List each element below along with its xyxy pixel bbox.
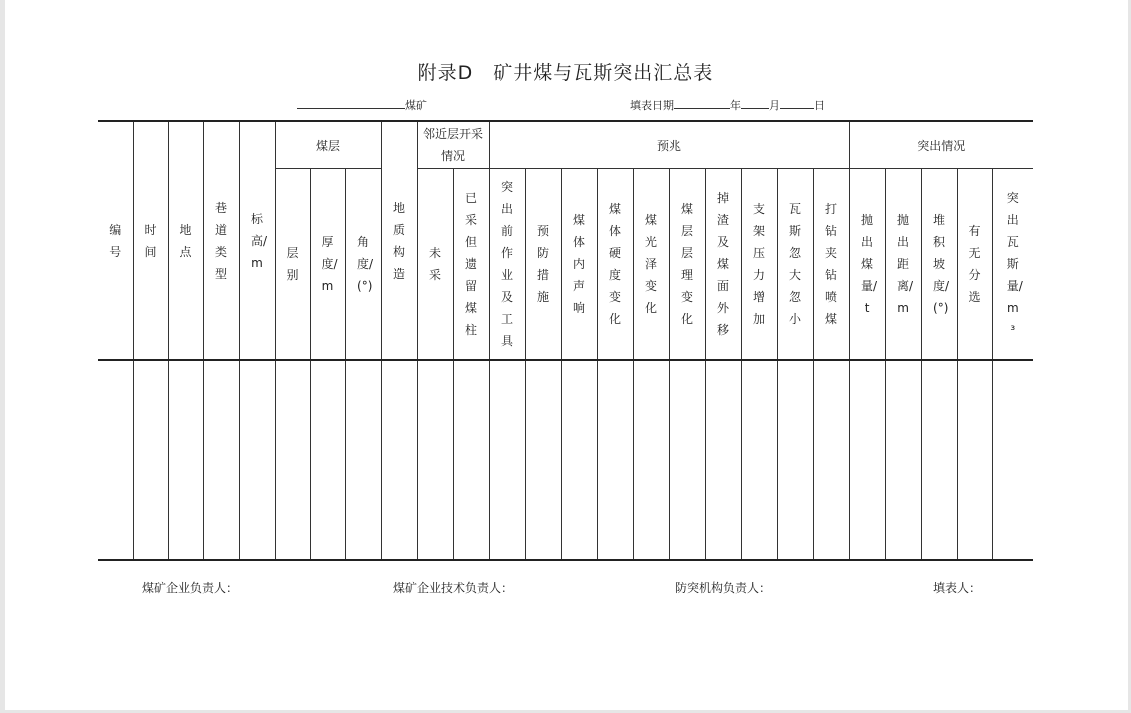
cell-gas-volume[interactable] — [992, 360, 1033, 560]
header-group-outburst: 突出情况 — [849, 121, 1033, 169]
day-label: 日 — [814, 99, 825, 112]
header-prevention: 预防措施 — [525, 169, 561, 361]
day-blank[interactable] — [780, 97, 814, 109]
header-gas-volume: 突出瓦斯量/m³ — [992, 169, 1033, 361]
header-gas-fluct: 瓦斯忽大忽小 — [777, 169, 813, 361]
cell-seam-angle[interactable] — [345, 360, 381, 560]
cell-time[interactable] — [133, 360, 168, 560]
cell-throw-dist[interactable] — [885, 360, 921, 560]
header-location: 地点 — [168, 121, 203, 360]
cell-gas-fluct[interactable] — [777, 360, 813, 560]
signature-filler: 填表人： — [933, 581, 982, 595]
cell-thrown-coal[interactable] — [849, 360, 885, 560]
header-mined-pillar: 已采但遗留煤柱 — [453, 169, 489, 361]
header-sound: 煤体内声响 — [561, 169, 597, 361]
header-seam-layer: 层别 — [275, 169, 310, 361]
page-title: 附录D 矿井煤与瓦斯突出汇总表 — [417, 62, 714, 84]
cell-seam-layer[interactable] — [275, 360, 310, 560]
table-row — [98, 360, 1033, 560]
cell-slag[interactable] — [705, 360, 741, 560]
header-thrown-coal: 抛出煤量/t — [849, 169, 885, 361]
header-structure: 煤层层理变化 — [669, 169, 705, 361]
mine-name-line — [297, 97, 427, 113]
header-drill-spray: 打钻夹钻喷煤 — [813, 169, 849, 361]
header-group-seam: 煤层 — [275, 121, 381, 169]
header-sorting: 有无分选 — [957, 169, 992, 361]
mine-name-blank[interactable] — [297, 97, 405, 109]
header-luster: 煤光泽变化 — [633, 169, 669, 361]
cell-roadway-type[interactable] — [203, 360, 239, 560]
month-label: 月 — [769, 99, 780, 112]
signature-enterprise: 煤矿企业负责人： — [142, 581, 239, 595]
cell-id[interactable] — [98, 360, 133, 560]
header-hardness: 煤体硬度变化 — [597, 169, 633, 361]
cell-pile-angle[interactable] — [921, 360, 957, 560]
cell-sorting[interactable] — [957, 360, 992, 560]
signature-technical: 煤矿企业技术负责人： — [393, 581, 514, 595]
cell-elevation[interactable] — [239, 360, 275, 560]
header-seam-thickness: 厚度/m — [310, 169, 345, 361]
cell-luster[interactable] — [633, 360, 669, 560]
left-frame — [0, 0, 5, 713]
header-geology: 地质构造 — [381, 121, 417, 360]
header-elevation: 标高/m — [239, 121, 275, 360]
header-slag: 掉渣及煤面外移 — [705, 169, 741, 361]
fill-date-label: 填表日期 — [630, 99, 674, 112]
fill-date-line — [630, 97, 825, 113]
cell-mined-pillar[interactable] — [453, 360, 489, 560]
header-group-precursor: 预兆 — [489, 121, 849, 169]
month-blank[interactable] — [741, 97, 769, 109]
cell-drill-spray[interactable] — [813, 360, 849, 560]
header-time: 时间 — [133, 121, 168, 360]
cell-not-mined[interactable] — [417, 360, 453, 560]
header-group-adjacent: 邻近层开采情况 — [417, 121, 489, 169]
header-pile-angle: 堆积坡度/(°) — [921, 169, 957, 361]
cell-hardness[interactable] — [597, 360, 633, 560]
cell-seam-thickness[interactable] — [310, 360, 345, 560]
year-label: 年 — [730, 99, 741, 112]
header-support-pressure: 支架压力增加 — [741, 169, 777, 361]
header-roadway-type: 巷道类型 — [203, 121, 239, 360]
header-throw-dist: 抛出距离/m — [885, 169, 921, 361]
cell-pre-work[interactable] — [489, 360, 525, 560]
cell-support-pressure[interactable] — [741, 360, 777, 560]
header-not-mined: 未采 — [417, 169, 453, 361]
cell-location[interactable] — [168, 360, 203, 560]
outburst-summary-table — [98, 120, 1033, 561]
year-blank[interactable] — [674, 97, 730, 109]
signature-prevention-org: 防突机构负责人： — [675, 581, 772, 595]
mine-suffix-label: 煤矿 — [405, 99, 427, 112]
cell-geology[interactable] — [381, 360, 417, 560]
header-pre-work: 突出前作业及工具 — [489, 169, 525, 361]
cell-sound[interactable] — [561, 360, 597, 560]
header-seam-angle: 角度/(°) — [345, 169, 381, 361]
cell-structure[interactable] — [669, 360, 705, 560]
header-id: 编号 — [98, 121, 133, 360]
cell-prevention[interactable] — [525, 360, 561, 560]
